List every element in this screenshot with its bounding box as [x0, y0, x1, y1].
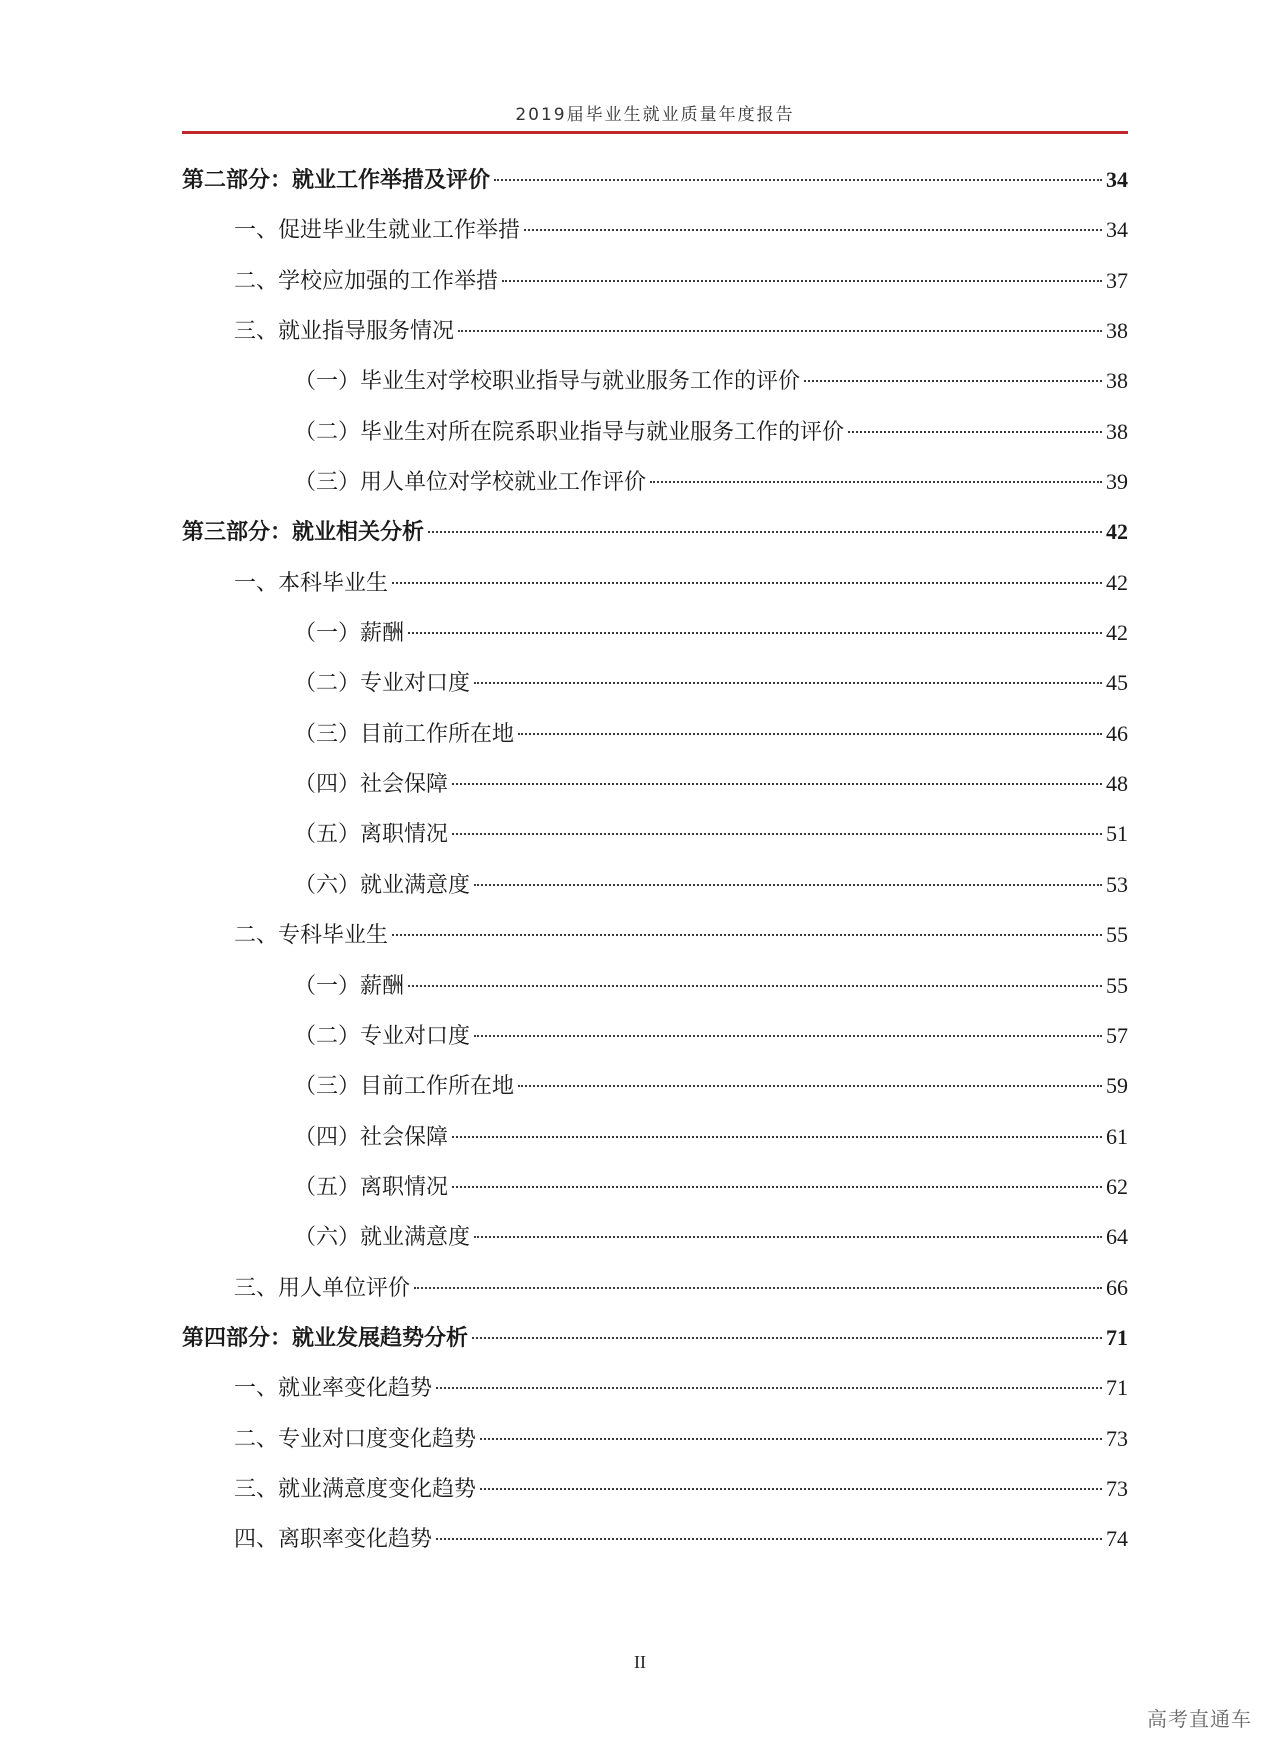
running-header-title: 2019届毕业生就业质量年度报告 — [515, 105, 795, 125]
toc-dot-leader — [480, 1438, 1102, 1440]
page-number: II — [634, 1652, 646, 1672]
toc-entry[interactable] — [182, 558, 1128, 608]
toc-entry-title: （二）专业对口度 — [294, 671, 471, 697]
toc-entry-page: 55 — [1106, 972, 1128, 998]
toc-entry[interactable] — [182, 608, 1128, 658]
toc-entry[interactable] — [182, 205, 1128, 255]
toc-entry[interactable] — [182, 860, 1128, 910]
toc-entry-page: 38 — [1106, 368, 1128, 394]
toc-entry[interactable] — [182, 1011, 1128, 1061]
toc-entry-title: 第四部分：就业发展趋势分析 — [182, 1324, 469, 1351]
toc-dot-leader — [428, 531, 1102, 533]
toc-entry-title: 四、离职率变化趋势 — [234, 1527, 433, 1553]
toc-entry-page: 42 — [1106, 519, 1128, 545]
toc-entry-page: 64 — [1106, 1224, 1128, 1250]
toc-entry-page: 34 — [1106, 167, 1128, 192]
toc-entry-page: 62 — [1106, 1173, 1128, 1199]
toc-entry-page: 38 — [1106, 318, 1128, 344]
toc-entry-page: 66 — [1106, 1274, 1128, 1300]
toc-dot-leader — [494, 179, 1102, 181]
toc-entry[interactable] — [182, 356, 1128, 406]
toc-entry-title: 第三部分：就业相关分析 — [182, 519, 425, 546]
toc-dot-leader — [452, 1186, 1102, 1188]
toc-entry-title: 一、促进毕业生就业工作举措 — [234, 218, 521, 244]
toc-dot-leader — [452, 783, 1102, 785]
toc-entry-title: 第二部分：就业工作举措及评价 — [182, 167, 491, 193]
toc-entry-title: 一、就业率变化趋势 — [234, 1376, 433, 1402]
toc-entry-title: （四）社会保障 — [294, 1124, 449, 1150]
toc-entry-title: （一）薪酬 — [294, 621, 405, 647]
toc-dot-leader — [458, 330, 1102, 332]
toc-dot-leader — [408, 632, 1102, 634]
toc-entry-page: 42 — [1106, 569, 1128, 595]
toc-dot-leader — [480, 1488, 1102, 1490]
toc-entry-title: （五）离职情况 — [294, 822, 449, 848]
toc-entry-title: （三）目前工作所在地 — [294, 1074, 515, 1100]
toc-entry[interactable] — [182, 407, 1128, 457]
toc-entry[interactable] — [182, 961, 1128, 1011]
toc-dot-leader — [436, 1387, 1102, 1389]
toc-dot-leader — [452, 1136, 1102, 1138]
toc-entry-title: （四）社会保障 — [294, 772, 449, 798]
toc-entry-title: （二）专业对口度 — [294, 1023, 471, 1049]
toc-entry-title: 二、学校应加强的工作举措 — [234, 268, 499, 294]
toc-entry[interactable] — [182, 759, 1128, 809]
toc-dot-leader — [524, 229, 1102, 231]
toc-entry[interactable] — [182, 1212, 1128, 1262]
toc-entry-page: 34 — [1106, 217, 1128, 243]
toc-entry-page: 38 — [1106, 418, 1128, 444]
toc-entry-page: 39 — [1106, 469, 1128, 495]
toc-dot-leader — [452, 833, 1102, 835]
toc-entry[interactable] — [182, 1363, 1128, 1413]
toc-dot-leader — [474, 682, 1102, 684]
toc-entry-title: （六）就业满意度 — [294, 872, 471, 898]
toc-dot-leader — [436, 1538, 1102, 1540]
toc-entry[interactable] — [182, 658, 1128, 708]
toc-entry-page: 74 — [1106, 1526, 1128, 1552]
toc-entry-title: （三）用人单位对学校就业工作评价 — [294, 470, 647, 496]
toc-entry-page: 73 — [1106, 1425, 1128, 1451]
toc-dot-leader — [518, 1085, 1102, 1087]
toc-entry[interactable] — [182, 1162, 1128, 1212]
toc-entry[interactable] — [182, 155, 1128, 205]
toc-entry[interactable] — [182, 910, 1128, 960]
toc-entry[interactable] — [182, 1414, 1128, 1464]
toc-entry-page: 61 — [1106, 1123, 1128, 1149]
toc-dot-leader — [650, 481, 1102, 483]
toc-dot-leader — [848, 431, 1102, 433]
toc-entry[interactable] — [182, 709, 1128, 759]
toc-entry-title: （六）就业满意度 — [294, 1225, 471, 1251]
toc-entry-page: 48 — [1106, 771, 1128, 797]
toc-entry[interactable] — [182, 1061, 1128, 1111]
toc-entry[interactable] — [182, 457, 1128, 507]
toc-entry[interactable] — [182, 1313, 1128, 1363]
toc-entry-page: 45 — [1106, 670, 1128, 696]
table-of-contents — [182, 155, 1128, 1565]
toc-entry-page: 73 — [1106, 1475, 1128, 1501]
toc-entry[interactable] — [182, 809, 1128, 859]
toc-entry[interactable] — [182, 306, 1128, 356]
toc-entry-page: 46 — [1106, 720, 1128, 746]
toc-dot-leader — [804, 380, 1102, 382]
toc-entry-page: 59 — [1106, 1073, 1128, 1099]
toc-entry-title: 一、本科毕业生 — [234, 570, 389, 596]
toc-entry-title: （一）薪酬 — [294, 973, 405, 999]
toc-entry-title: 三、用人单位评价 — [234, 1275, 411, 1301]
toc-entry[interactable] — [182, 1112, 1128, 1162]
toc-entry[interactable] — [182, 256, 1128, 306]
header-rule — [182, 131, 1128, 134]
toc-entry-page: 71 — [1106, 1324, 1128, 1350]
toc-entry-page: 42 — [1106, 620, 1128, 646]
toc-entry-page: 51 — [1106, 821, 1128, 847]
toc-dot-leader — [518, 733, 1102, 735]
toc-dot-leader — [474, 1035, 1102, 1037]
toc-entry[interactable] — [182, 1514, 1128, 1564]
toc-entry-title: 三、就业满意度变化趋势 — [234, 1476, 477, 1502]
toc-entry-page: 55 — [1106, 922, 1128, 948]
toc-dot-leader — [392, 934, 1102, 936]
toc-entry-title: （五）离职情况 — [294, 1174, 449, 1200]
toc-entry[interactable] — [182, 1464, 1128, 1514]
toc-entry-title: 二、专科毕业生 — [234, 923, 389, 949]
toc-dot-leader — [408, 985, 1102, 987]
toc-entry-title: （三）目前工作所在地 — [294, 721, 515, 747]
toc-entry-title: （一）毕业生对学校职业指导与就业服务工作的评价 — [294, 369, 801, 395]
toc-dot-leader — [392, 582, 1102, 584]
toc-dot-leader — [414, 1287, 1102, 1289]
watermark-text: 高考直通车 — [1147, 1707, 1252, 1731]
toc-entry[interactable] — [182, 507, 1128, 557]
toc-dot-leader — [474, 1236, 1102, 1238]
toc-entry[interactable] — [182, 1263, 1128, 1313]
toc-entry-page: 53 — [1106, 871, 1128, 897]
toc-entry-page: 57 — [1106, 1022, 1128, 1048]
toc-dot-leader — [502, 280, 1102, 282]
toc-entry-title: 三、就业指导服务情况 — [234, 319, 455, 345]
toc-dot-leader — [474, 884, 1102, 886]
toc-dot-leader — [472, 1337, 1102, 1339]
toc-entry-title: 二、专业对口度变化趋势 — [234, 1426, 477, 1452]
toc-entry-page: 37 — [1106, 267, 1128, 293]
toc-entry-title: （二）毕业生对所在院系职业指导与就业服务工作的评价 — [294, 419, 845, 445]
toc-entry-page: 71 — [1106, 1375, 1128, 1401]
